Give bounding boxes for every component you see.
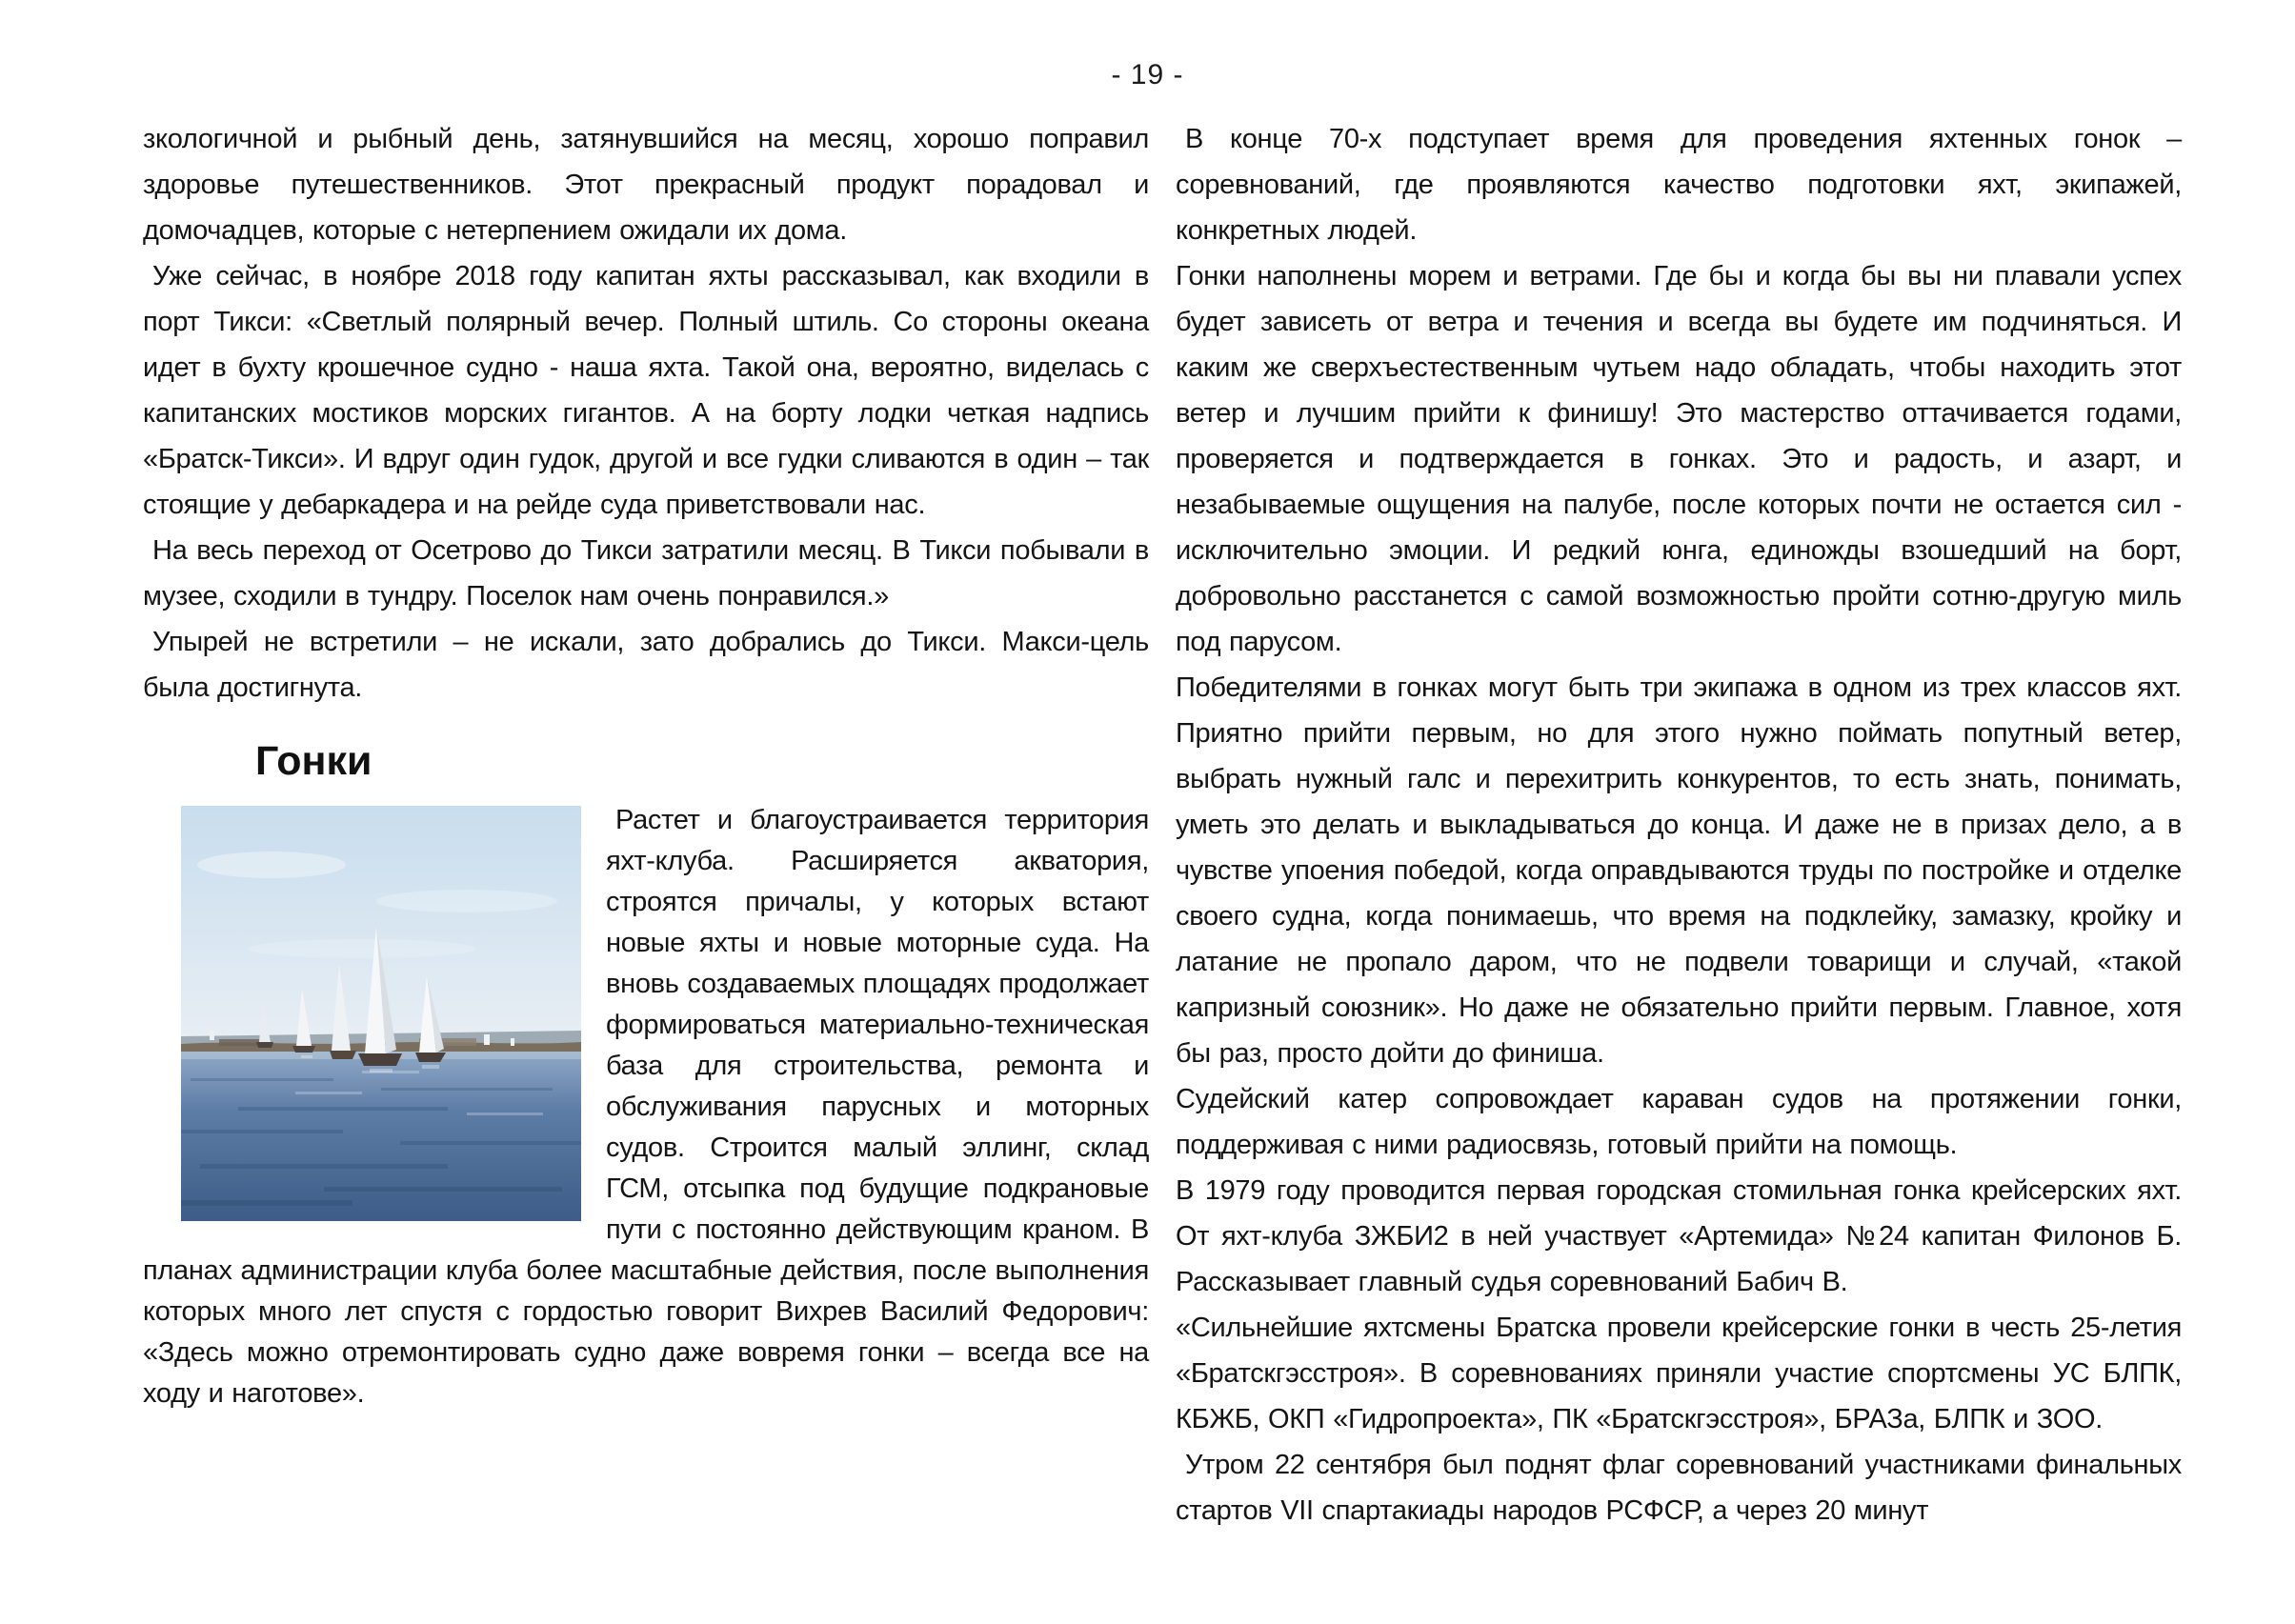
two-column-text-layout xyxy=(0,91,2295,1534)
sailboats-photo-graphic xyxy=(181,806,581,1221)
paragraph: Гонки наполнены морем и ветрами. Где бы и когда бы вы ни плавали успех будет зависеть от ветра и течения и всегда вы будете им подчиняться. И каким же сверхъестественным чутьем надо обладать, чтобы находить этот ветер и лучшим прийти к финишу! Это мастерство оттачивается годами, проверяется и подтверждается в гонках. Это и радость, и азарт, и незабываемые ощущения на палубе, после которых почти не остается сил - исключительно эмоции. И редкий юнга, единожды взошедший на борт, добровольно расстанется с самой возможностью пройти сотню-другую миль под парусом. xyxy=(1176,261,2182,657)
paragraph: Растет и благоустраивается территория яхт-клуба. Расширяется акватория, строятся причалы, у которых встают новые яхты и новые моторные суда. На вновь создаваемых площадях продолжает формироваться материально-техническая база для строительства, ремонта и обслуживания парусных и моторных судов. Строится малый эллинг, склад ГСМ, отсыпка под будущие подкрановые пути с постоянно действующим краном. В планах администрации клуба более масштабные действия, после выполнения которых много лет спустя с гордостью говорит Вихрев Василий Федорович: «Здесь можно отремонтировать судно даже вовремя гонки – всегда все на ходу и наготове». xyxy=(143,805,1149,1409)
paragraph: зкологичной и рыбный день, затянувшийся на месяц, хорошо поправил здоровье путешественников. Этот прекрасный продукт порадовал и домочадцев, которые с нетерпением ожидали их дома. xyxy=(143,124,1149,246)
paragraph: «Сильнейшие яхтсмены Братска провели крейсерские гонки в честь 25-летия «Братскгэсстроя». В соревнованиях приняли участие спортсмены УС БЛПК, КБЖБ, ОКП «Гидропроекта», ПК «Братскгэсстроя», БРАЗа, БЛПК и ЗОО. xyxy=(1176,1313,2182,1434)
paragraph: В конце 70-х подступает время для проведения яхтенных гонок – соревнований, где проявляются качество подготовки яхт, экипажей, конкретных людей. xyxy=(1176,124,2182,246)
races-section-body xyxy=(143,800,1149,1414)
paragraph: Победителями в гонках могут быть три экипажа в одном из трех классов яхт. Приятно прийти первым, но для этого нужно поймать попутный ветер, выбрать нужный галс и перехитрить конкурентов, то есть знать, понимать, уметь это делать и выкладываться до конца. И даже не в призах дело, а в чувстве упоения победой, когда оправдываются труды по постройке и отделке своего судна, когда понимаешь, что время на подклейку, замазку, кройку и латание не пропало даром, что не подвели товарищи и случай, «такой капризный союзник». Но даже не обязательно прийти первым. Главное, хотя бы раз, просто дойти до финиша. xyxy=(1176,672,2182,1069)
paragraph: Уже сейчас, в ноябре 2018 году капитан яхты рассказывал, как входили в порт Тикси: «Светлый полярный вечер. Полный штиль. Со стороны океана идет в бухту крошечное судно - наша яхта. Такой она, вероятно, виделась с капитанских мостиков морских гигантов. А на борту лодки четкая надпись «Братск-Тикси». И вдруг один гудок, другой и все гудки сливаются в один – так стоящие у дебаркадера и на рейде суда приветствовали нас. xyxy=(143,261,1149,520)
left-column xyxy=(143,116,1149,1534)
sailboats-photo xyxy=(181,806,581,1221)
page-number: - 19 - xyxy=(1111,59,1184,90)
paragraph: На весь переход от Осетрово до Тикси затратили месяц. В Тикси побывали в музее, сходили в тундру. Поселок нам очень понравился.» xyxy=(143,535,1149,612)
right-column xyxy=(1176,116,2182,1534)
paragraph: Судейский катер сопровождает караван судов на протяжении гонки, поддерживая с ними радиосвязь, готовый прийти на помощь. xyxy=(1176,1084,2182,1160)
paragraph: Упырей не встретили – не искали, зато добрались до Тикси. Макси-цель была достигнута. xyxy=(143,627,1149,703)
section-heading: Гонки xyxy=(255,738,372,784)
paragraph: В 1979 году проводится первая городская стомильная гонка крейсерских яхт. От яхт-клуба ЗЖБИ2 в ней участвует «Артемида» №24 капитан Филонов Б. Рассказывает главный судья соревнований Бабич В. xyxy=(1176,1175,2182,1297)
water xyxy=(181,1052,581,1221)
paragraph: Утром 22 сентября был поднят флаг соревнований участниками финальных стартов VII спартакиады народов РСФСР, а через 20 минут xyxy=(1176,1450,2182,1526)
